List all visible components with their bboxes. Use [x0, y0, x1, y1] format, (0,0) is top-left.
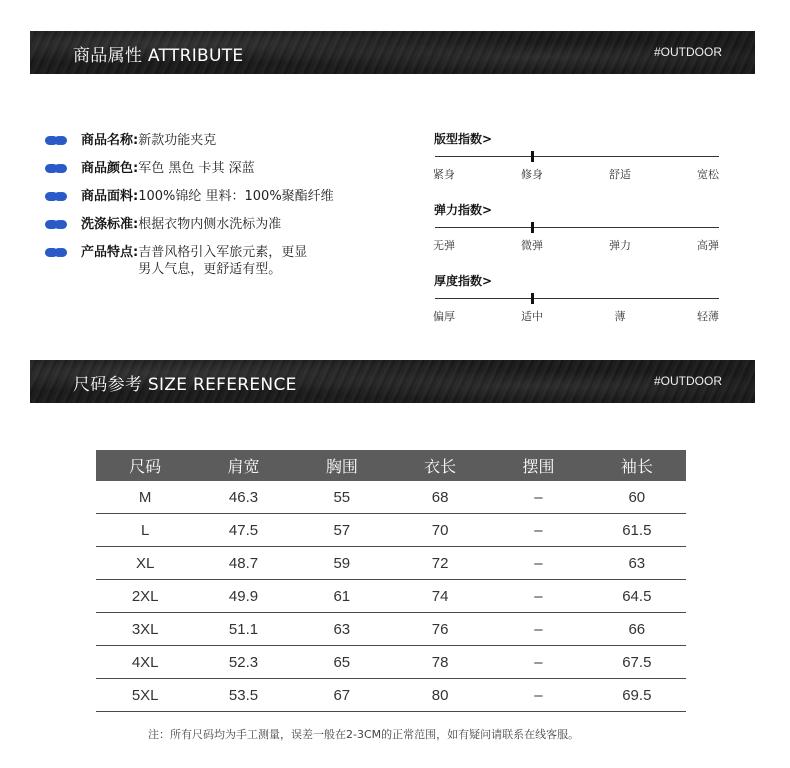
size-banner-title: 尺码参考 SIZE REFERENCE — [73, 375, 297, 395]
scale-label: 薄 — [614, 310, 626, 323]
fit-index-scale — [433, 130, 723, 201]
attribute-row-washing — [45, 216, 405, 233]
table-cell: 64.5 — [588, 580, 686, 613]
scale-title: 版型指数> — [434, 132, 493, 146]
measurement-note: 注：所有尺码均为手工测量，误差一般在2-3CM的正常范围，如有疑问请联系在线客服。 — [148, 728, 580, 741]
thickness-index-scale — [433, 272, 723, 343]
table-cell: 67.5 — [588, 646, 686, 679]
table-cell: – — [489, 646, 587, 679]
bullet-icon — [45, 220, 65, 229]
attribute-value-line: 男人气息，更舒适有型。 — [138, 262, 282, 277]
size-banner-tag: #OUTDOOR — [653, 374, 722, 388]
attribute-label: 洗涤标准: — [81, 217, 139, 232]
scale-title: 弹力指数> — [434, 203, 493, 217]
scale-label: 弹力 — [609, 239, 631, 252]
table-cell: 80 — [391, 679, 489, 712]
attribute-banner-tag: #OUTDOOR — [653, 45, 722, 59]
scale-marker — [531, 222, 534, 233]
table-cell: M — [96, 481, 194, 514]
scale-labels — [433, 308, 723, 324]
table-cell: 49.9 — [194, 580, 292, 613]
table-cell: 76 — [391, 613, 489, 646]
scale-label: 宽松 — [697, 168, 719, 181]
table-row — [96, 547, 686, 580]
table-cell: 51.1 — [194, 613, 292, 646]
attribute-label: 商品面料: — [81, 189, 139, 204]
table-cell: 61.5 — [588, 514, 686, 547]
scale-label: 舒适 — [609, 168, 631, 181]
table-cell: – — [489, 481, 587, 514]
scale-labels — [433, 237, 723, 253]
attribute-row-features — [45, 244, 405, 278]
table-cell: 57 — [293, 514, 391, 547]
table-cell: 67 — [293, 679, 391, 712]
index-scales — [433, 130, 723, 343]
header-hem: 摆围 — [489, 450, 587, 481]
size-banner — [30, 360, 755, 403]
attribute-label: 商品名称: — [81, 133, 139, 148]
size-table-header — [96, 450, 686, 481]
scale-label: 修身 — [521, 168, 543, 181]
scale-line — [435, 156, 719, 157]
table-cell: – — [489, 679, 587, 712]
bullet-icon — [45, 192, 65, 201]
table-cell: 66 — [588, 613, 686, 646]
table-cell: 47.5 — [194, 514, 292, 547]
scale-label: 无弹 — [433, 239, 455, 252]
attribute-row-fabric — [45, 188, 405, 205]
header-sleeve: 袖长 — [588, 450, 686, 481]
table-cell: 5XL — [96, 679, 194, 712]
attribute-banner-title: 商品属性 ATTRIBUTE — [73, 46, 244, 66]
attribute-value: 军色 黑色 卡其 深蓝 — [138, 161, 255, 176]
attribute-row-name — [45, 132, 405, 149]
table-cell: 68 — [391, 481, 489, 514]
bullet-icon — [45, 164, 65, 173]
attribute-value: 根据衣物内侧水洗标为准 — [138, 217, 282, 232]
scale-line — [435, 298, 719, 299]
scale-line — [435, 227, 719, 228]
bullet-icon — [45, 136, 65, 145]
table-cell: 65 — [293, 646, 391, 679]
header-chest: 胸围 — [293, 450, 391, 481]
header-size: 尺码 — [96, 450, 194, 481]
table-row — [96, 646, 686, 679]
header-shoulder: 肩宽 — [194, 450, 292, 481]
table-cell: – — [489, 613, 587, 646]
table-cell: 2XL — [96, 580, 194, 613]
table-cell: 78 — [391, 646, 489, 679]
table-cell: – — [489, 580, 587, 613]
attribute-label: 产品特点: — [81, 245, 139, 260]
attribute-banner — [30, 31, 755, 74]
table-cell: 72 — [391, 547, 489, 580]
attribute-value: 新款功能夹克 — [138, 133, 217, 148]
table-row — [96, 514, 686, 547]
scale-label: 紧身 — [433, 168, 455, 181]
header-length: 衣长 — [391, 450, 489, 481]
table-cell: 63 — [293, 613, 391, 646]
table-cell: 60 — [588, 481, 686, 514]
scale-marker — [531, 293, 534, 304]
scale-label: 高弹 — [697, 239, 719, 252]
attribute-label: 商品颜色: — [81, 161, 139, 176]
table-cell: 63 — [588, 547, 686, 580]
elasticity-index-scale — [433, 201, 723, 272]
table-cell: 70 — [391, 514, 489, 547]
table-cell: 55 — [293, 481, 391, 514]
scale-title: 厚度指数> — [434, 274, 493, 288]
scale-labels — [433, 166, 723, 182]
bullet-icon — [45, 248, 65, 257]
table-cell: 48.7 — [194, 547, 292, 580]
table-row — [96, 580, 686, 613]
table-cell: – — [489, 514, 587, 547]
table-cell: 3XL — [96, 613, 194, 646]
table-row — [96, 481, 686, 514]
table-cell: – — [489, 547, 587, 580]
table-cell: 52.3 — [194, 646, 292, 679]
table-cell: 53.5 — [194, 679, 292, 712]
attribute-value-line: 吉普风格引入军旅元素，更显 — [138, 245, 308, 260]
table-cell: L — [96, 514, 194, 547]
attribute-value — [138, 244, 307, 278]
attribute-row-color — [45, 160, 405, 177]
table-cell: 4XL — [96, 646, 194, 679]
table-cell: 59 — [293, 547, 391, 580]
size-table — [96, 450, 686, 712]
table-row — [96, 613, 686, 646]
table-cell: 69.5 — [588, 679, 686, 712]
table-cell: 61 — [293, 580, 391, 613]
table-cell: 74 — [391, 580, 489, 613]
scale-label: 适中 — [521, 310, 543, 323]
table-cell: XL — [96, 547, 194, 580]
scale-marker — [531, 151, 534, 162]
scale-label: 轻薄 — [697, 310, 719, 323]
attribute-list — [45, 132, 405, 289]
scale-label: 微弹 — [521, 239, 543, 252]
attribute-value: 100%锦纶 里料：100%聚酯纤维 — [138, 189, 334, 204]
table-cell: 46.3 — [194, 481, 292, 514]
scale-label: 偏厚 — [433, 310, 455, 323]
table-row — [96, 679, 686, 712]
